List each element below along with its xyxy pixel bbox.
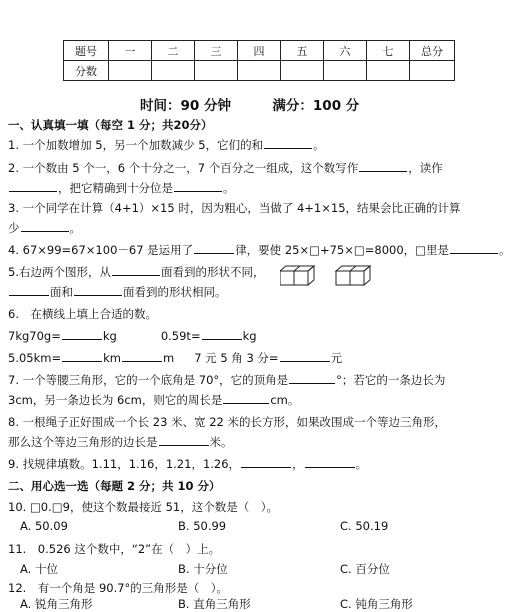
question-11-option-c[interactable]: C. 百分位 <box>340 562 390 576</box>
answer-blank[interactable] <box>174 180 222 192</box>
question-text: 3. 一个同学在计算（4+1）×15 时，因为粗心，当做了 4+1×15，结果会比正确的计算 <box>8 201 461 215</box>
unit-text: km <box>103 351 121 365</box>
punctuation: 。 <box>223 181 235 195</box>
question-text: 律，要使 25×□+75×□=8000，□里是 <box>235 243 450 257</box>
question-3 <box>8 200 461 216</box>
question-7 <box>8 372 445 388</box>
table-cell: 一 <box>109 41 152 61</box>
score-cell[interactable] <box>324 61 367 81</box>
table-cell: 分数 <box>64 61 109 81</box>
question-text: ，读作 <box>408 161 443 175</box>
score-cell[interactable] <box>238 61 281 81</box>
question-11-option-b[interactable]: B. 十分位 <box>178 562 228 576</box>
question-2-cont <box>8 180 235 196</box>
answer-blank[interactable] <box>202 328 242 340</box>
answer-blank[interactable] <box>280 350 330 362</box>
question-1 <box>8 137 325 153</box>
question-10-option-a[interactable]: A. 50.09 <box>20 519 68 533</box>
section2-title: 二、用心选一选（每题 2 分；共 10 分） <box>8 479 221 493</box>
question-9 <box>8 456 367 472</box>
question-text: 4. 67×99=67×100－67 是运用了 <box>8 243 194 257</box>
question-12-option-a[interactable]: A. 锐角三角形 <box>20 597 93 611</box>
question-text: 0.59t= <box>160 329 201 343</box>
question-7-cont <box>8 392 299 408</box>
question-3-cont <box>8 220 81 236</box>
question-12-option-b[interactable]: B. 直角三角形 <box>178 597 251 611</box>
question-text: °；若它的一条边长为 <box>336 373 446 387</box>
question-5 <box>8 264 264 280</box>
question-6: 6. 在横线上填上合适的数。 <box>8 307 157 321</box>
answer-blank[interactable] <box>21 220 69 232</box>
cube-figure-right <box>336 263 370 285</box>
score-cell[interactable] <box>152 61 195 81</box>
answer-blank[interactable] <box>9 180 57 192</box>
punctuation: 。 <box>499 243 511 257</box>
answer-blank[interactable] <box>62 350 102 362</box>
cube-figures <box>280 263 380 291</box>
question-text: 8. 一根绳子正好围成一个长 23 米、宽 22 米的长方形，如果改围成一个等边三角形， <box>8 415 447 429</box>
answer-blank[interactable] <box>289 372 335 384</box>
question-8 <box>8 414 446 430</box>
question-11-option-a[interactable]: A. 十位 <box>20 562 58 576</box>
question-text: 面和 <box>50 285 73 299</box>
question-text: 5.05km= <box>8 351 62 365</box>
table-cell: 三 <box>195 41 238 61</box>
question-10: 10. □0.□9，使这个数最接近 51，这个数是（ ）。 <box>8 500 279 514</box>
answer-blank[interactable] <box>112 264 160 276</box>
question-text: ，把它精确到十分位是 <box>58 181 173 195</box>
question-text: 7. 一个等腰三角形，它的一个底角是 70°，它的顶角是 <box>8 373 289 387</box>
question-text: 7 元 5 角 3 分= <box>194 351 279 365</box>
punctuation: 。 <box>69 221 81 235</box>
answer-blank[interactable] <box>241 456 291 468</box>
question-text: 2. 一个数由 5 个一，6 个十分之一，7 个百分之一组成，这个数写作 <box>8 161 359 175</box>
unit-text: kg <box>102 329 117 343</box>
question-12-option-c[interactable]: C. 钝角三角形 <box>340 597 413 611</box>
answer-blank[interactable] <box>359 160 407 172</box>
score-table-header-row <box>64 41 455 61</box>
question-text: 面看到的形状不同， <box>160 265 265 279</box>
answer-blank[interactable] <box>450 242 498 254</box>
unit-text: kg <box>242 329 257 343</box>
question-10-option-b[interactable]: B. 50.99 <box>178 519 227 533</box>
score-cell[interactable] <box>195 61 238 81</box>
score-cell[interactable] <box>281 61 324 81</box>
answer-blank[interactable] <box>9 284 49 296</box>
answer-blank[interactable] <box>223 392 269 404</box>
question-text: 那么这个等边三角形的边长是 <box>8 435 158 449</box>
question-10-option-c[interactable]: C. 50.19 <box>340 519 389 533</box>
question-5-cont <box>8 284 227 300</box>
exam-info <box>140 94 359 114</box>
answer-blank[interactable] <box>74 284 122 296</box>
question-text: 米。 <box>209 435 233 449</box>
question-text: 9. 找规律填数。1.11，1.16，1.21，1.26， <box>8 457 241 471</box>
answer-blank[interactable] <box>159 434 209 446</box>
score-cell[interactable] <box>410 61 455 81</box>
question-4 <box>8 242 511 258</box>
score-table-score-row <box>64 61 455 81</box>
question-6-row1 <box>8 328 257 343</box>
question-2 <box>8 160 443 176</box>
punctuation: ， <box>292 457 304 471</box>
table-cell: 六 <box>324 41 367 61</box>
question-text: cm。 <box>270 393 300 407</box>
question-text: 面看到的形状相同。 <box>123 285 227 299</box>
punctuation: 。 <box>313 138 325 152</box>
question-12: 12. 有一个角是 90.7°的三角形是（ ）。 <box>8 581 229 595</box>
question-text: 5.右边两个图形，从 <box>8 265 111 279</box>
score-cell[interactable] <box>109 61 152 81</box>
unit-text: m <box>162 351 175 365</box>
table-cell: 题号 <box>64 41 109 61</box>
score-cell[interactable] <box>367 61 410 81</box>
table-cell: 二 <box>152 41 195 61</box>
question-text: 7kg70g= <box>8 329 61 343</box>
table-cell: 总分 <box>410 41 455 61</box>
cube-figure-left <box>280 266 314 285</box>
answer-blank[interactable] <box>305 456 355 468</box>
question-text: 3cm，另一条边长为 6cm，则它的周长是 <box>8 393 223 407</box>
table-cell: 七 <box>367 41 410 61</box>
unit-text: 元 <box>330 351 343 365</box>
answer-blank[interactable] <box>264 137 312 149</box>
answer-blank[interactable] <box>122 350 162 362</box>
question-text: 少 <box>8 221 20 235</box>
question-text: 1. 一个加数增加 5，另一个加数减少 5，它们的和 <box>8 138 264 152</box>
answer-blank[interactable] <box>194 242 234 254</box>
section1-title: 一、认真填一填（每空 1 分；共20分） <box>8 118 213 132</box>
table-cell: 五 <box>281 41 324 61</box>
question-11: 11. 0.526 这个数中，“2”在（ ）上。 <box>8 542 221 556</box>
punctuation: 。 <box>355 457 368 471</box>
exam-time: 时间：90 分钟 <box>140 98 231 114</box>
table-cell: 四 <box>238 41 281 61</box>
question-8-cont <box>8 434 233 450</box>
exam-full-score: 满分：100 分 <box>272 98 360 114</box>
question-6-row2 <box>8 350 342 366</box>
answer-blank[interactable] <box>62 328 102 340</box>
score-table <box>63 40 455 81</box>
